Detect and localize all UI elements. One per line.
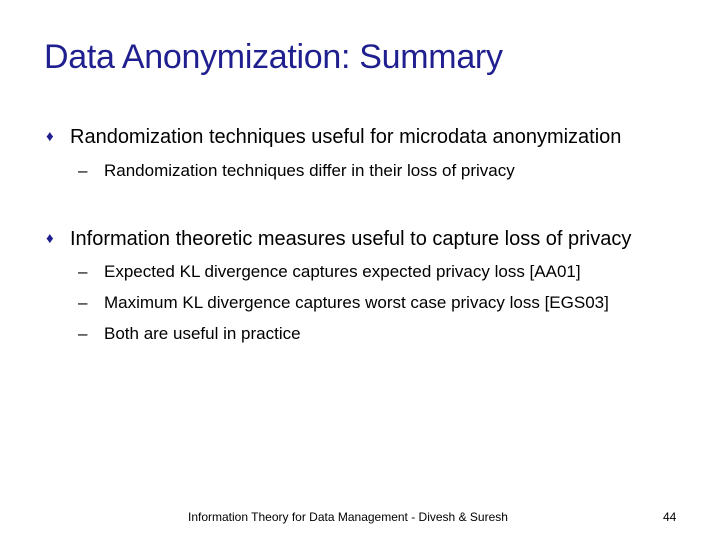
diamond-bullet-icon: ♦ [46,128,54,145]
sub-bullet-text: Randomization techniques differ in their loss of privacy [104,161,515,180]
sub-bullet-item [78,161,515,181]
sub-bullet-item [78,262,581,282]
slide-title: Data Anonymization: Summary [44,38,503,76]
dash-bullet-icon: – [78,161,88,180]
bullet-item [46,126,621,149]
bullet-text: Randomization techniques useful for microdata anonymization [70,126,622,148]
slide-footer: Information Theory for Data Management - Divesh & Suresh [188,510,508,524]
page-number: 44 [663,510,677,524]
sub-bullet-item [78,293,609,313]
sub-bullet-item [78,324,301,344]
sub-bullet-text: Maximum KL divergence captures worst case privacy loss [EGS03] [104,293,609,312]
bullet-item [46,228,631,251]
sub-bullet-text: Expected KL divergence captures expected privacy loss [AA01] [104,262,581,281]
dash-bullet-icon: – [78,293,88,312]
diamond-bullet-icon: ♦ [46,230,54,247]
bullet-text: Information theoretic measures useful to capture loss of privacy [70,228,632,250]
dash-bullet-icon: – [78,262,88,281]
sub-bullet-text: Both are useful in practice [104,324,301,343]
dash-bullet-icon: – [78,324,88,343]
